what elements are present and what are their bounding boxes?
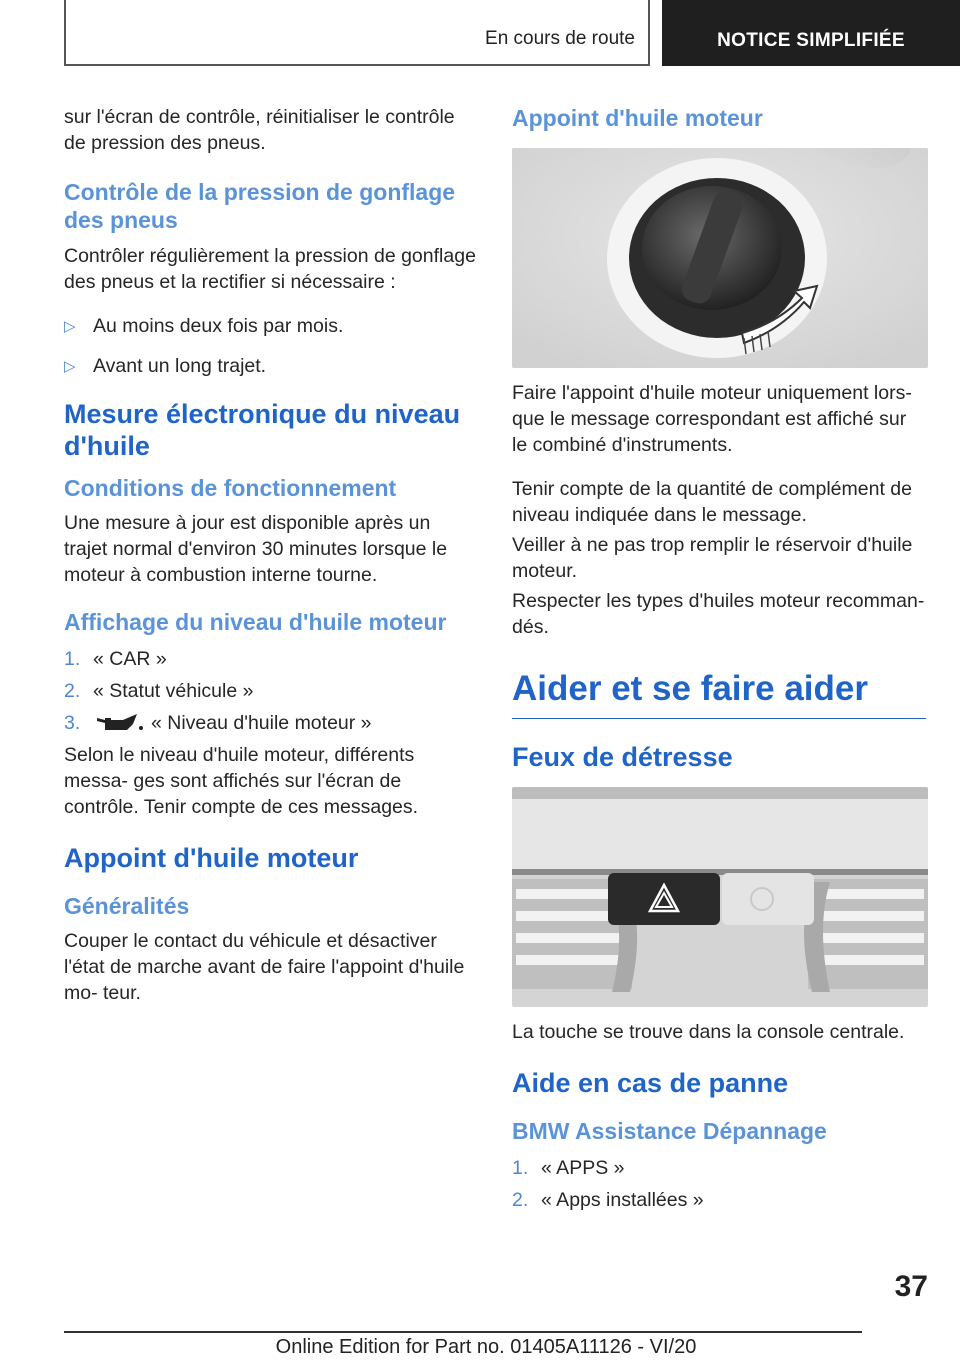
header-notice-label: NOTICE SIMPLIFIÉE: [717, 30, 905, 51]
footer-edition: Online Edition for Part no. 01405A11126 - VI/20: [275, 1336, 697, 1358]
oil-can-icon: [93, 712, 145, 734]
bullet-list-pression: [64, 313, 478, 380]
header-section-title: En cours de route: [485, 28, 635, 49]
hazard-button-photo: [512, 787, 928, 1007]
triangle-right-icon: ▷: [64, 318, 76, 335]
list-item: ▷ Au moins deux fois par mois.: [64, 313, 478, 340]
left-column: [64, 104, 478, 1006]
paragraph-feux: La touche se trouve dans la console centrale.: [512, 1021, 905, 1043]
header-mid-rule: [648, 0, 650, 66]
intro-paragraph: sur l'écran de contrôle, réinitialiser le contrôle de pression des pneus.: [64, 106, 455, 154]
list-item: 2. « Statut véhicule »: [64, 680, 254, 702]
heading-appoint-left: Appoint d'huile moteur: [64, 843, 359, 873]
paragraph-pression: Contrôler régulièrement la pression de gonflage des pneus et la rectifier si nécessaire :: [64, 245, 476, 293]
header-notice-box: [662, 0, 960, 66]
triangle-right-icon: ▷: [64, 358, 76, 375]
heading-mesure: Mesure électronique du niveau d'huile: [64, 399, 461, 461]
heading-appoint-right: Appoint d'huile moteur: [512, 105, 763, 131]
heading-feux: Feux de détresse: [512, 742, 733, 772]
list-item: 3. « Niveau d'huile moteur »: [64, 712, 372, 734]
paragraph-affichage: Selon le niveau d'huile moteur, différents messa‐ ges sont affichés sur l'écran de contrôle. Tenir compte de ces messages.: [64, 744, 419, 818]
right-column: [512, 104, 926, 1219]
header-bottom-rule: [64, 64, 650, 66]
footer-rule: [64, 1331, 862, 1333]
heading-bmw: BMW Assistance Dépannage: [512, 1118, 827, 1144]
page-number: 37: [894, 1270, 928, 1303]
list-item: 2. « Apps installées »: [512, 1189, 704, 1211]
list-item: ▷ Avant un long trajet.: [64, 353, 478, 380]
paragraph-appoint-1: Faire l'appoint d'huile moteur uniquement lors‐ que le message correspondant est affiché sur le combiné d'instruments.: [512, 382, 912, 456]
heading-affichage: Affichage du niveau d'huile moteur: [64, 609, 447, 635]
heading-generalites: Généralités: [64, 893, 190, 919]
paragraph-appoint-3: Veiller à ne pas trop remplir le réservoir d'huile moteur.: [512, 534, 913, 582]
paragraph-conditions: Une mesure à jour est disponible après un trajet normal d'environ 30 minutes lorsque le moteur à combustion interne tourne.: [64, 512, 448, 586]
heading-conditions: Conditions de fonctionnement: [64, 475, 397, 501]
header-left-rule: [64, 0, 66, 66]
list-item: 1. « APPS »: [512, 1157, 625, 1179]
steps-bmw: [512, 1155, 926, 1213]
oil-cap-photo: [512, 148, 928, 368]
heading-aide: Aide en cas de panne: [512, 1068, 789, 1098]
paragraph-appoint-2: Tenir compte de la quantité de complément de niveau indiquée dans le message.: [512, 478, 912, 526]
chapter-title-aider: Aider et se faire aider: [512, 668, 926, 719]
steps-affichage: [64, 646, 478, 736]
heading-pression: Contrôle de la pression de gonflage des pneus: [64, 179, 456, 233]
list-item: 1. « CAR »: [64, 648, 167, 670]
paragraph-generalites: Couper le contact du véhicule et désactiver l'état de marche avant de faire l'appoint d'huile mo‐ teur.: [64, 930, 465, 1004]
paragraph-appoint-4: Respecter les types d'huiles moteur recomman‐ dés.: [512, 590, 925, 638]
